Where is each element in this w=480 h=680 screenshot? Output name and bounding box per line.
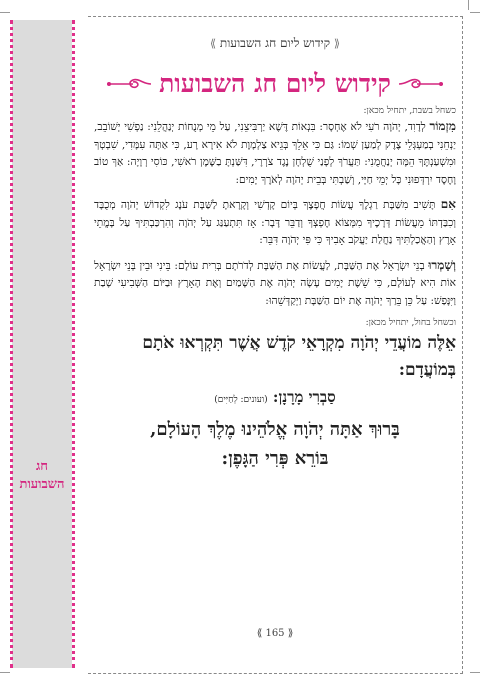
psalm-lead: מִזְמוֹר [429,119,456,133]
running-head-text: קידוש ליום חג השבועות [219,36,331,50]
side-tab-line1: חג [36,459,48,474]
side-tab-strip [12,20,72,668]
psalm-text: לְדָוִד, יְהֹוָה רֹעִי לֹא אֶחְסָר: בִּנְאוֹת דֶּשֶׁא יַרְבִּיצֵנִי, עַל מֵי מְנֻחוֹת יְנַהֲלֵנִי: נַפְשִׁי יְשׁוֹבֵב, יַנְחֵנִי בְמַעְגְּלֵי צֶדֶק לְמַעַן שְׁמוֹ: גַּם כִּי אֵלֵךְ בְּגֵיא צַלְמָוֶת לֹא אִירָא רָע, כִּי אַתָּה עִמָּדִי, שִׁבְטְךָ וּמִשְׁעַנְתֶּךָ הֵמָּה יְנַחֲמֻנִי: תַּעֲרֹךְ לְפָנַי שֻׁלְחָן נֶגֶד צֹרְרָי, דִּשַּׁנְתָּ בַשֶּׁמֶן רֹאשִׁי, כּוֹסִי רְוָיָה: אַךְ טוֹב וָחֶסֶד יִרְדְּפוּנִי כָּל יְמֵי חַיָּי, וְשַׁבְתִּי בְּבֵית יְהֹוָה לְאֹרֶךְ יָמִים: [94,121,456,186]
veshamru-lead: וְשָׁמְרוּ [428,257,456,272]
page-title: קידוש ליום חג השבועות [159,69,391,98]
title-row [94,69,456,99]
weekday-instruction: וכשחל בחול, יתחיל מכאן: [365,318,456,328]
crop-mark [470,12,480,13]
swirl-ornament-icon [397,75,445,93]
im-tashiv-lead: אִם [440,197,456,211]
page-number [88,628,462,639]
blessing-line1: בָּרוּךְ אַתָּה יְהֹוָה אֱלֹהֵינוּ מֶלֶךְ הָעוֹלָם, [150,419,400,440]
running-head [94,36,456,51]
veshamru-text: בְנֵי יִשְׂרָאֵל אֶת הַשַּׁבָּת, לַעֲשׂוֹת אֶת הַשַּׁבָּת לְדֹרֹתָם בְּרִית עוֹלָם: בֵּינִי וּבֵין בְּנֵי יִשְׂרָאֵל אוֹת הִיא לְעוֹלָם, כִּי שֵׁשֶׁת יָמִים עָשָׂה יְהֹוָה אֶת הַשָּׁמַיִם וְאֶת הָאָרֶץ וּבַיּוֹם הַשְּׁבִיעִי שָׁבַת וַיִּנָּפַשׁ: עַל כֵּן בֵּרַךְ יְהֹוָה אֶת יוֹם הַשַּׁבָּת וַיְקַדְּשֵׁהוּ: [94,259,456,307]
crop-mark [0,12,10,13]
crop-mark [468,0,469,10]
im-tashiv-paragraph [94,196,456,250]
blessing-line2: בּוֹרֵא פְּרִי הַגָּפֶן: [221,448,329,469]
ornament-icon: ⟫ [287,628,294,639]
side-tab-line2: השבועות [19,477,65,492]
blessing [94,415,456,473]
veshamru-paragraph [94,257,456,311]
dotted-divider-left [10,20,13,668]
page-content [94,36,456,473]
swirl-ornament-icon [105,75,153,93]
ornament-icon: ⟫ [209,37,217,50]
ornament-icon: ⟪ [333,37,341,50]
dotted-divider-right [72,20,75,668]
shabbat-instruction: כשחל בשבת, יתחיל מכאן: [363,106,456,116]
psalm-paragraph [94,118,456,189]
page-number-text: 165 [265,628,285,639]
crop-mark [0,672,10,673]
eleh-moadei: אֵלֶּה מוֹעֲדֵי יְהֹוָה מִקְרָאֵי קֹדֶשׁ אֲשֶׁר תִּקְרְאוּ אֹתָם בְּמוֹעֲדָם: [142,333,456,380]
savri-response: (ועונים: לְחַיִּים) [214,395,268,405]
savri-line [94,388,456,407]
crop-mark [470,672,480,673]
ornament-icon: ⟪ [256,628,263,639]
savri-text: סַבְרִי מָרָנָן: [272,388,336,406]
im-tashiv-text: תָּשִׁיב מִשַּׁבָּת רַגְלֶךָ עֲשׂוֹת חֲפָצֶךָ בְּיוֹם קָדְשִׁי וְקָרָאתָ לַשַּׁבָּת עֹנֶג לִקְדוֹשׁ יְהֹוָה מְכֻבָּד וְכִבַּדְתּוֹ מֵעֲשׂוֹת דְּרָכֶיךָ מִמְּצוֹא חֶפְצְךָ וְדַבֵּר דָּבָר: אָז תִּתְעַנַּג עַל יְהֹוָה וְהִרְכַּבְתִּיךָ עַל בָּמֳתֵי אָרֶץ וְהַאֲכַלְתִּיךָ נַחֲלַת יַעֲקֹב אָבִיךָ כִּי פִּי יְהֹוָה דִּבֵּר: [94,199,456,246]
side-tab-label [14,458,70,494]
